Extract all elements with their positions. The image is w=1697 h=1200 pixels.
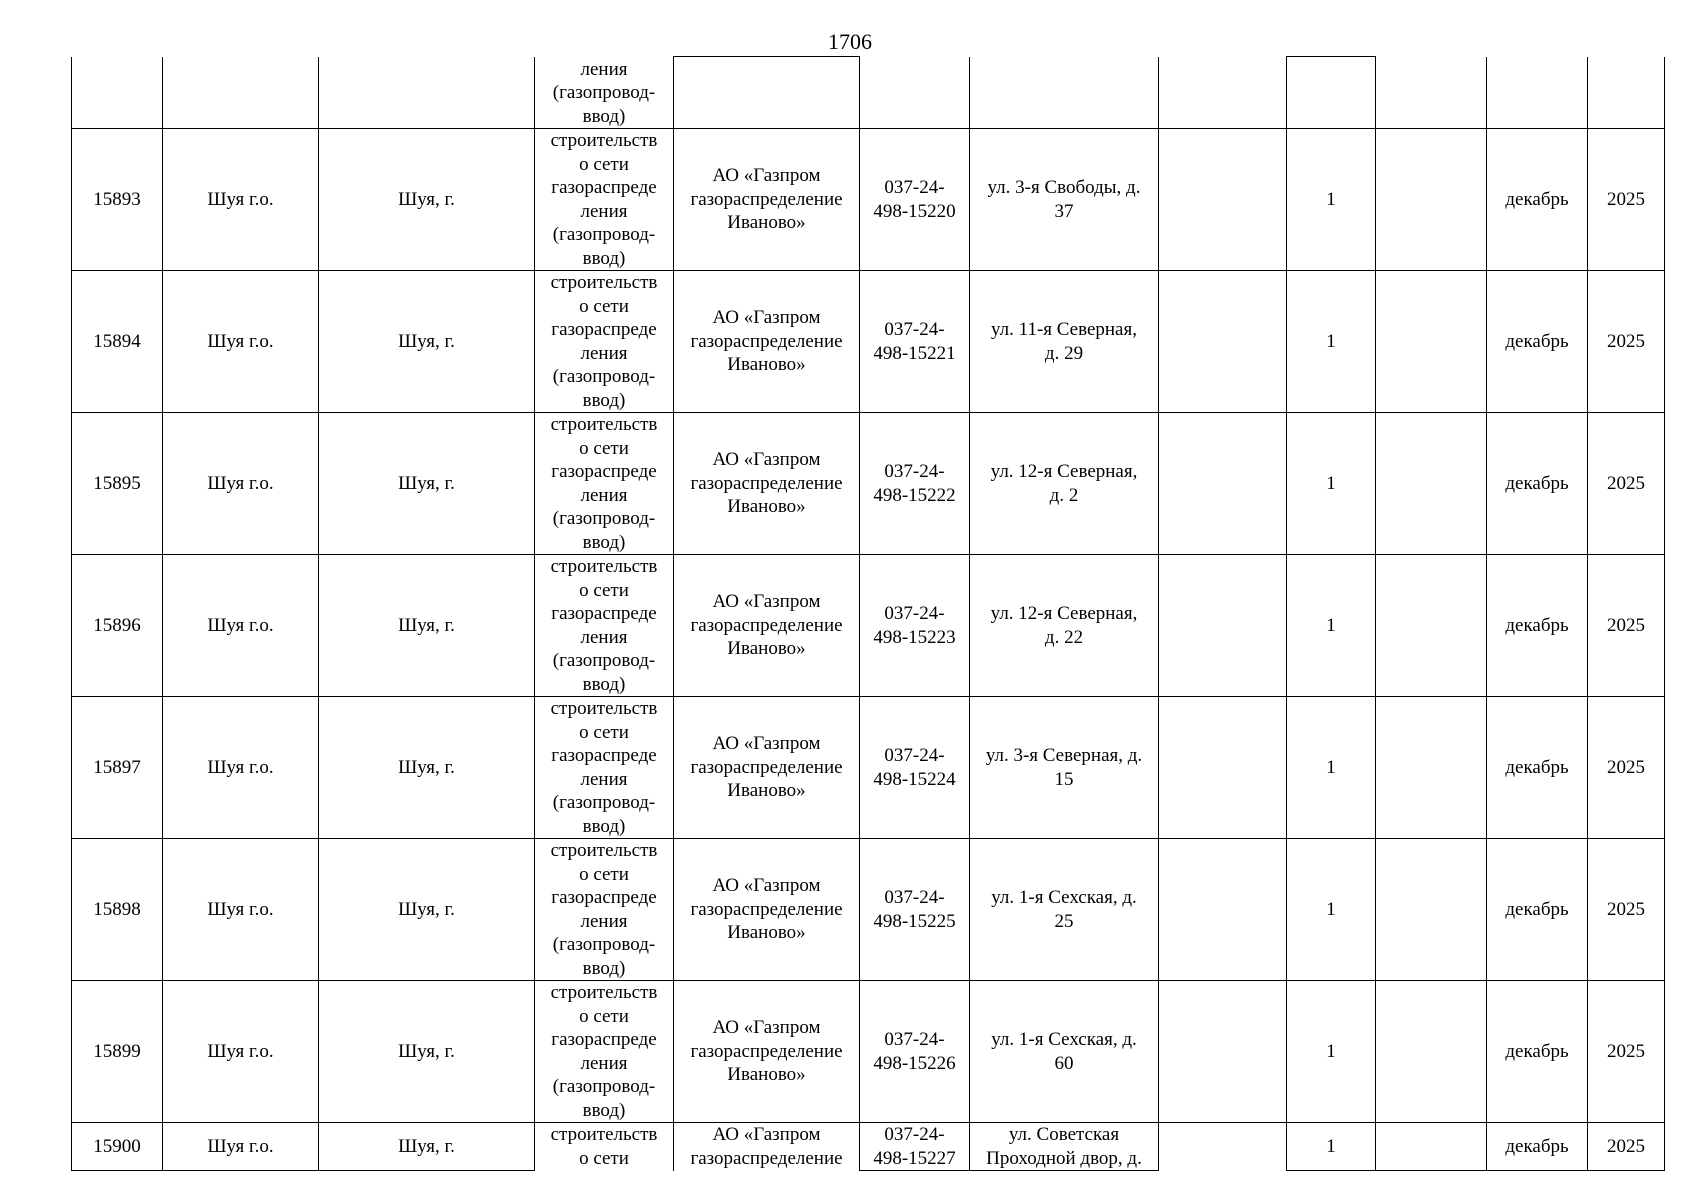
cell-locality-line: Шуя, г. (398, 756, 455, 778)
cell-empty (1376, 271, 1487, 413)
cell-municipality-line: Шуя г.о. (207, 188, 274, 210)
table-row (72, 413, 1665, 555)
cell-municipality (163, 555, 319, 697)
cell-type-line: ления (580, 342, 628, 364)
cell-org-line: газораспределение (690, 756, 843, 778)
cell-type-line: (газопровод- (552, 792, 656, 813)
cell-type-line: ввод) (582, 673, 626, 695)
cell-empty (1159, 413, 1287, 555)
cell-code-line: 498-15224 (873, 768, 956, 790)
cell-municipality (163, 981, 319, 1123)
cell-address-line: 60 (1054, 1052, 1074, 1074)
cell-code (860, 57, 970, 129)
cell-empty (1376, 981, 1487, 1123)
cell-month (1487, 271, 1588, 413)
cell-count-line: 1 (1326, 898, 1336, 920)
cell-num (72, 697, 163, 839)
cell-empty (1376, 839, 1487, 981)
cell-org (674, 981, 860, 1123)
cell-org-line: АО «Газпром (712, 875, 821, 897)
cell-code-line: 037-24- (884, 887, 945, 908)
type-line: ления (580, 58, 628, 80)
cell-locality-line: Шуя, г. (398, 1135, 455, 1157)
cell-address-line: ул. 1-я Сехская, д. (991, 887, 1137, 908)
cell-empty (1159, 697, 1287, 839)
cell-org (674, 697, 860, 839)
cell-empty (1376, 129, 1487, 271)
cell-code-line: 037-24- (884, 745, 945, 766)
cell-year (1588, 271, 1665, 413)
cell-year-line: 2025 (1607, 188, 1645, 210)
type-line: ввод) (582, 105, 626, 127)
cell-locality (319, 271, 535, 413)
cell-count (1287, 555, 1376, 697)
cell-type-line: строительств (550, 698, 658, 719)
cell-num-line: 15900 (93, 1135, 141, 1157)
cell-empty (1376, 413, 1487, 555)
cell-type-line: строительств (550, 414, 658, 435)
cell-org (674, 129, 860, 271)
page-number-text: 1706 (828, 29, 872, 54)
cell-org-line: Иваново» (727, 354, 806, 376)
cell-type-line: ввод) (582, 247, 626, 269)
cell-num-line: 15894 (93, 330, 141, 352)
cell-type-line: газораспреде (551, 177, 657, 198)
cell-address (970, 129, 1159, 271)
cell-org-line: газораспределение (690, 188, 843, 210)
cell-address-line: ул. 12-я Северная, (990, 603, 1138, 624)
cell-year (1588, 839, 1665, 981)
cell-code-line: 498-15225 (873, 910, 956, 932)
cell-code-line: 037-24- (884, 603, 945, 624)
cell-org (674, 1123, 860, 1171)
cell-address (970, 1123, 1159, 1171)
cell-count-line: 1 (1326, 472, 1336, 494)
cell-month (1487, 413, 1588, 555)
cell-empty (1159, 57, 1287, 129)
continuation-row (72, 57, 1665, 129)
cell-code-line: 037-24- (884, 177, 945, 198)
cell-type-line: строительств (550, 1124, 658, 1145)
cell-type-line: ления (580, 1052, 628, 1074)
cell-month (1487, 697, 1588, 839)
cell-month-line: декабрь (1505, 1040, 1569, 1062)
cell-locality (319, 555, 535, 697)
cell-municipality-line: Шуя г.о. (207, 898, 274, 920)
cell-locality-line: Шуя, г. (398, 330, 455, 352)
cell-code (860, 981, 970, 1123)
cell-address-line: ул. 12-я Северная, (990, 461, 1138, 482)
cell-address (970, 57, 1159, 129)
cell-month (1487, 1123, 1588, 1171)
cell-type-line: строительств (550, 556, 658, 577)
cell-month (1487, 555, 1588, 697)
cell-type-line: ления (580, 626, 628, 648)
cell-count (1287, 57, 1376, 129)
cell-code-line: 037-24- (884, 319, 945, 340)
cell-month-line: декабрь (1505, 614, 1569, 636)
cell-type-line: ления (580, 200, 628, 222)
cell-year-line: 2025 (1607, 898, 1645, 920)
cell-year-line: 2025 (1607, 614, 1645, 636)
cell-count (1287, 1123, 1376, 1171)
cell-count (1287, 129, 1376, 271)
cell-count (1287, 413, 1376, 555)
cell-type-line: о сети (579, 579, 629, 601)
cell-type-line: газораспреде (551, 1029, 657, 1050)
cell-year (1588, 1123, 1665, 1171)
cell-org-line: Иваново» (727, 212, 806, 234)
cell-type-line: газораспреде (551, 745, 657, 766)
cell-code (860, 413, 970, 555)
cell-count-line: 1 (1326, 614, 1336, 636)
cell-address-line: д. 29 (1044, 342, 1084, 364)
cell-empty (1159, 271, 1287, 413)
cell-org-line: Иваново» (727, 638, 806, 660)
cell-address-line: Проходной двор, д. (986, 1147, 1142, 1169)
cell-municipality-line: Шуя г.о. (207, 1135, 274, 1157)
cell-code-line: 498-15220 (873, 200, 956, 222)
cell-locality (319, 129, 535, 271)
cell-num-line: 15895 (93, 472, 141, 494)
cell-org-line: газораспределение (690, 472, 843, 494)
cell-type (535, 697, 674, 839)
cell-type-line: (газопровод- (552, 508, 656, 529)
cell-num-line: 15896 (93, 614, 141, 636)
cell-address (970, 271, 1159, 413)
cell-type-line: (газопровод- (552, 650, 656, 671)
cell-type-line: ввод) (582, 957, 626, 979)
cell-org (674, 839, 860, 981)
cell-month (1487, 129, 1588, 271)
table-row (72, 839, 1665, 981)
cell-municipality (163, 413, 319, 555)
cell-org-line: газораспределение (690, 614, 843, 636)
cell-address-line: ул. Советская (1008, 1124, 1120, 1145)
cell-num (72, 981, 163, 1123)
cell-locality-line: Шуя, г. (398, 188, 455, 210)
cell-count-line: 1 (1326, 756, 1336, 778)
gas-connection-table (71, 56, 1665, 1171)
cell-type (535, 271, 674, 413)
cell-num (72, 1123, 163, 1171)
cell-code-line: 498-15223 (873, 626, 956, 648)
cell-org-line: АО «Газпром (712, 449, 821, 471)
cell-org (674, 413, 860, 555)
cell-address-line: 15 (1054, 768, 1074, 790)
cell-municipality-line: Шуя г.о. (207, 756, 274, 778)
cell-year (1588, 555, 1665, 697)
cell-municipality (163, 57, 319, 129)
cell-type (535, 129, 674, 271)
cell-address (970, 839, 1159, 981)
cell-type (535, 57, 674, 129)
cell-code-line: 498-15226 (873, 1052, 956, 1074)
cell-type-line: строительств (550, 130, 658, 151)
cell-locality-line: Шуя, г. (398, 898, 455, 920)
cell-count-line: 1 (1326, 1135, 1336, 1157)
cell-empty (1376, 1123, 1487, 1171)
cell-org-line: Иваново» (727, 780, 806, 802)
cell-type-line: строительств (550, 840, 658, 861)
cell-code (860, 697, 970, 839)
cell-type-line: ввод) (582, 389, 626, 411)
cell-num (72, 555, 163, 697)
cell-municipality (163, 1123, 319, 1171)
cell-type (535, 555, 674, 697)
cell-month (1487, 57, 1588, 129)
cell-org-line: газораспределение (690, 1147, 843, 1169)
cell-month-line: декабрь (1505, 756, 1569, 778)
cell-type-line: (газопровод- (552, 366, 656, 387)
cell-num (72, 413, 163, 555)
cell-code-line: 037-24- (884, 1124, 945, 1145)
cell-address-line: ул. 1-я Сехская, д. (991, 1029, 1137, 1050)
cell-locality (319, 1123, 535, 1171)
cell-municipality-line: Шуя г.о. (207, 330, 274, 352)
table-row (72, 129, 1665, 271)
cell-municipality (163, 271, 319, 413)
cell-type-line: ления (580, 768, 628, 790)
cell-locality (319, 697, 535, 839)
cell-code (860, 1123, 970, 1171)
table-row (72, 1123, 1665, 1171)
cell-type-line: ления (580, 910, 628, 932)
cell-org (674, 555, 860, 697)
cell-address-line: ул. 3-я Северная, д. (985, 745, 1143, 766)
cell-locality (319, 413, 535, 555)
cell-municipality-line: Шуя г.о. (207, 472, 274, 494)
cell-num-line: 15899 (93, 1040, 141, 1062)
cell-empty (1159, 839, 1287, 981)
cell-count (1287, 271, 1376, 413)
cell-year (1588, 129, 1665, 271)
cell-org-line: АО «Газпром (712, 1124, 821, 1145)
cell-count (1287, 697, 1376, 839)
cell-locality-line: Шуя, г. (398, 614, 455, 636)
cell-num (72, 271, 163, 413)
cell-address (970, 555, 1159, 697)
cell-org-line: АО «Газпром (712, 733, 821, 755)
cell-code-line: 037-24- (884, 461, 945, 482)
cell-type-line: о сети (579, 437, 629, 459)
cell-empty (1159, 981, 1287, 1123)
cell-year (1588, 697, 1665, 839)
cell-type (535, 413, 674, 555)
table-row (72, 555, 1665, 697)
cell-type-line: (газопровод- (552, 224, 656, 245)
cell-municipality (163, 129, 319, 271)
cell-address (970, 981, 1159, 1123)
cell-locality-line: Шуя, г. (398, 1040, 455, 1062)
cell-org-line: Иваново» (727, 922, 806, 944)
cell-org (674, 271, 860, 413)
cell-empty (1376, 555, 1487, 697)
cell-municipality-line: Шуя г.о. (207, 1040, 274, 1062)
cell-org-line: газораспределение (690, 1040, 843, 1062)
cell-type-line: газораспреде (551, 887, 657, 908)
cell-count (1287, 981, 1376, 1123)
cell-type-line: (газопровод- (552, 1076, 656, 1097)
cell-type-line: газораспреде (551, 319, 657, 340)
cell-code-line: 498-15222 (873, 484, 956, 506)
cell-type-line: о сети (579, 863, 629, 885)
cell-type-line: о сети (579, 721, 629, 743)
cell-address (970, 697, 1159, 839)
cell-year-line: 2025 (1607, 330, 1645, 352)
cell-org-line: АО «Газпром (712, 165, 821, 187)
cell-empty (1376, 57, 1487, 129)
cell-code (860, 271, 970, 413)
cell-org-line: АО «Газпром (712, 1017, 821, 1039)
cell-type-line: о сети (579, 295, 629, 317)
cell-address-line: д. 2 (1049, 484, 1079, 506)
cell-month-line: декабрь (1505, 898, 1569, 920)
cell-municipality (163, 839, 319, 981)
cell-address-line: ул. 11-я Северная, (991, 319, 1137, 340)
cell-locality (319, 57, 535, 129)
table-row (72, 981, 1665, 1123)
table-row (72, 271, 1665, 413)
type-line: (газопровод- (552, 82, 656, 103)
cell-type-line: о сети (579, 1147, 629, 1169)
cell-type-line: газораспреде (551, 603, 657, 624)
cell-month (1487, 839, 1588, 981)
cell-year (1588, 57, 1665, 129)
cell-month-line: декабрь (1505, 1135, 1569, 1157)
cell-count (1287, 839, 1376, 981)
cell-num (72, 57, 163, 129)
cell-empty (1159, 129, 1287, 271)
cell-code-line: 498-15221 (873, 342, 956, 364)
cell-type-line: ввод) (582, 531, 626, 553)
cell-code (860, 129, 970, 271)
cell-count-line: 1 (1326, 1040, 1336, 1062)
cell-code-line: 037-24- (884, 1029, 945, 1050)
cell-code (860, 839, 970, 981)
cell-type-line: газораспреде (551, 461, 657, 482)
cell-type-line: строительств (550, 272, 658, 293)
cell-code (860, 555, 970, 697)
cell-org (674, 57, 860, 129)
cell-count-line: 1 (1326, 188, 1336, 210)
cell-empty (1376, 697, 1487, 839)
cell-address-line: 25 (1054, 910, 1074, 932)
cell-code-line: 498-15227 (873, 1147, 956, 1169)
cell-address-line: 37 (1054, 200, 1074, 222)
cell-num (72, 839, 163, 981)
cell-type (535, 1123, 674, 1171)
cell-month-line: декабрь (1505, 188, 1569, 210)
cell-year-line: 2025 (1607, 1040, 1645, 1062)
cell-year-line: 2025 (1607, 756, 1645, 778)
cell-type-line: о сети (579, 153, 629, 175)
cell-municipality-line: Шуя г.о. (207, 614, 274, 636)
cell-num-line: 15898 (93, 898, 141, 920)
cell-type-line: (газопровод- (552, 934, 656, 955)
cell-locality-line: Шуя, г. (398, 472, 455, 494)
cell-type (535, 839, 674, 981)
cell-org-line: АО «Газпром (712, 591, 821, 613)
cell-empty (1159, 1123, 1287, 1171)
cell-org-line: Иваново» (727, 1064, 806, 1086)
cell-org-line: газораспределение (690, 330, 843, 352)
cell-type (535, 981, 674, 1123)
cell-type-line: ввод) (582, 815, 626, 837)
cell-year (1588, 413, 1665, 555)
table-row (72, 697, 1665, 839)
cell-address-line: ул. 3-я Свободы, д. (987, 177, 1141, 198)
cell-count-line: 1 (1326, 330, 1336, 352)
cell-type-line: строительств (550, 982, 658, 1003)
cell-address-line: д. 22 (1044, 626, 1084, 648)
cell-municipality (163, 697, 319, 839)
cell-empty (1159, 555, 1287, 697)
cell-org-line: газораспределение (690, 898, 843, 920)
cell-address (970, 413, 1159, 555)
cell-locality (319, 839, 535, 981)
cell-num (72, 129, 163, 271)
cell-type-line: ления (580, 484, 628, 506)
cell-type-line: о сети (579, 1005, 629, 1027)
cell-org-line: АО «Газпром (712, 307, 821, 329)
cell-year (1588, 981, 1665, 1123)
cell-num-line: 15897 (93, 756, 141, 778)
cell-type-line: ввод) (582, 1099, 626, 1121)
cell-locality (319, 981, 535, 1123)
cell-month (1487, 981, 1588, 1123)
cell-year-line: 2025 (1607, 1135, 1645, 1157)
cell-year-line: 2025 (1607, 472, 1645, 494)
cell-month-line: декабрь (1505, 472, 1569, 494)
cell-org-line: Иваново» (727, 496, 806, 518)
cell-num-line: 15893 (93, 188, 141, 210)
cell-month-line: декабрь (1505, 330, 1569, 352)
